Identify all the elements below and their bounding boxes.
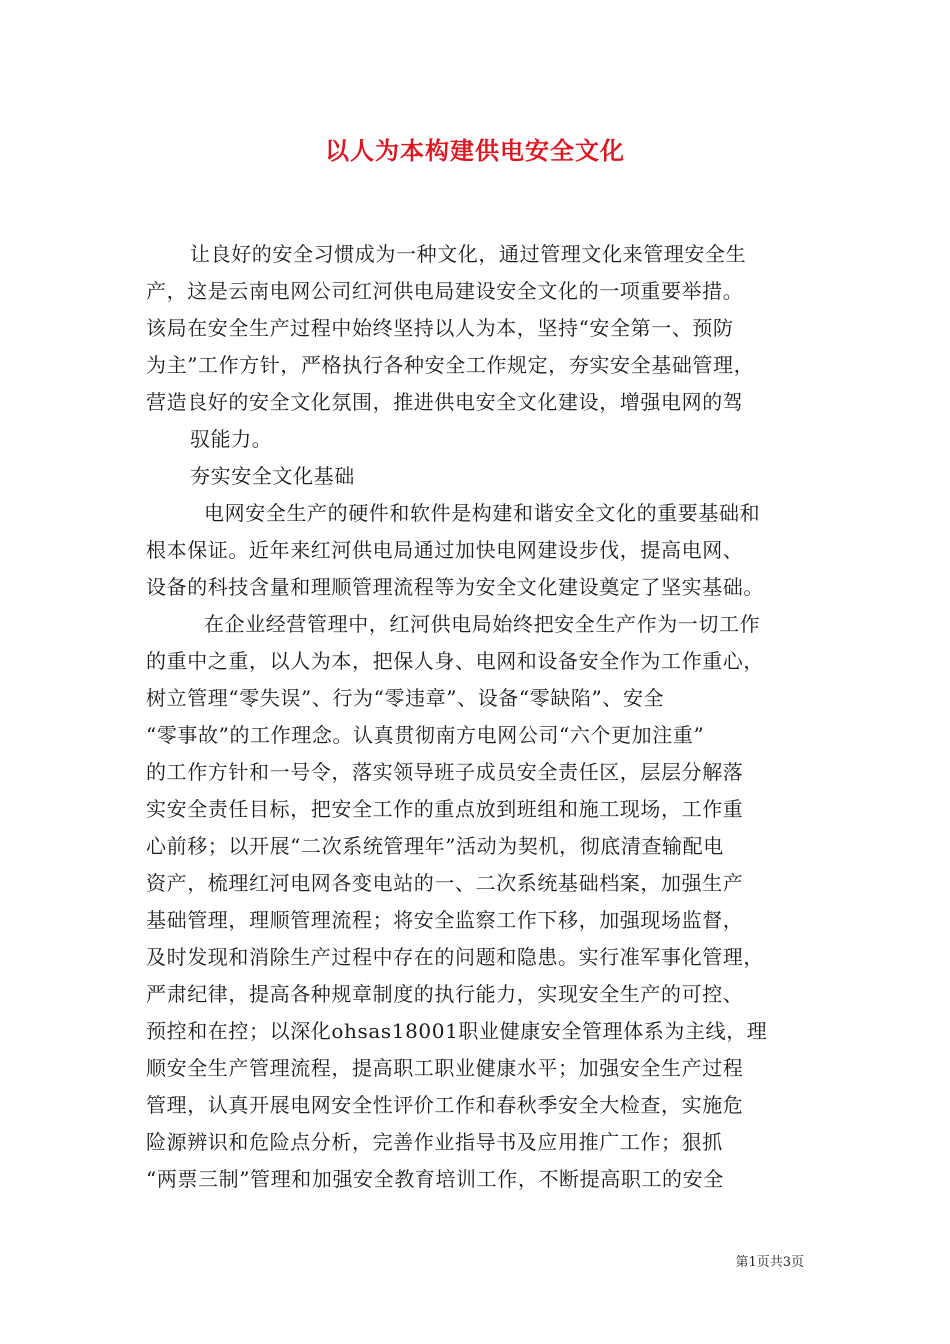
body-line: 驭能力。 [190,427,273,451]
body-line: 基础管理，理顺管理流程；将安全监察工作下移，加强现场监督， [146,908,744,932]
section-heading: 夯实安全文化基础 [190,464,355,488]
body-line: 顺安全生产管理流程，提高职工职业健康水平；加强安全生产过程 [146,1056,744,1080]
body-line: 为主”工作方针，严格执行各种安全工作规定，夯实安全基础管理， [146,353,755,377]
body-line: 预控和在控；以深化ohsas18001职业健康安全管理体系为主线，理 [146,1019,768,1043]
body-line: 电网安全生产的硬件和软件是构建和谐安全文化的重要基础和 [204,501,761,525]
body-line: 产，这是云南电网公司红河供电局建设安全文化的一项重要举措。 [146,279,744,303]
body-line: 在企业经营管理中，红河供电局始终把安全生产作为一切工作 [204,612,761,636]
body-line: 严肃纪律，提高各种规章制度的执行能力，实现安全生产的可控、 [146,982,744,1006]
body-line: 该局在安全生产过程中始终坚持以人为本，坚持“安全第一、预防 [146,316,734,340]
body-line: 设备的科技含量和理顺管理流程等为安全文化建设奠定了坚实基础。 [146,575,764,599]
body-line: 树立管理“零失误”、行为“零违章”、设备“零缺陷”、安全 [146,686,665,710]
body-line: “零事故”的工作理念。认真贯彻南方电网公司“六个更加注重” [146,723,705,747]
body-line: 心前移；以开展“二次系统管理年”活动为契机，彻底清查输配电 [146,834,724,858]
document-title: 以人为本构建供电安全文化 [325,136,625,165]
body-line: 管理，认真开展电网安全性评价工作和春秋季安全大检查，实施危 [146,1093,744,1117]
body-line: 让良好的安全习惯成为一种文化，通过管理文化来管理安全生 [190,242,747,266]
body-line: 险源辨识和危险点分析，完善作业指导书及应用推广工作；狠抓 [146,1130,723,1154]
body-line: 资产，梳理红河电网各变电站的一、二次系统基础档案，加强生产 [146,871,744,895]
document-body [146,236,806,1198]
body-line: 的重中之重，以人为本，把保人身、电网和设备安全作为工作重心， [146,649,764,673]
body-line: 营造良好的安全文化氛围，推进供电安全文化建设，增强电网的驾 [146,390,744,414]
body-line: 及时发现和消除生产过程中存在的问题和隐患。实行准军事化管理， [146,945,764,969]
body-line: “两票三制”管理和加强安全教育培训工作，不断提高职工的安全 [146,1167,724,1191]
body-line: 根本保证。近年来红河供电局通过加快电网建设步伐，提高电网、 [146,538,744,562]
body-line: 的工作方针和一号令，落实领导班子成员安全责任区，层层分解落 [146,760,744,784]
body-line: 实安全责任目标，把安全工作的重点放到班组和施工现场，工作重 [146,797,744,821]
page-number-footer: 第1页共3页 [735,1255,804,1270]
